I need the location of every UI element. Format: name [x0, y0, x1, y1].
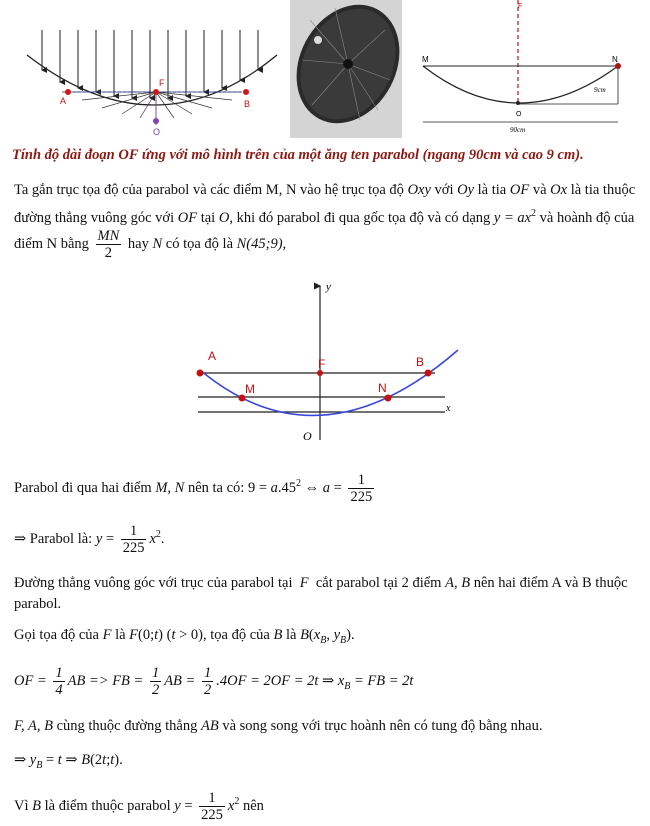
svg-text:B: B — [416, 355, 425, 369]
svg-text:y: y — [326, 281, 331, 293]
svg-text:O: O — [153, 127, 161, 137]
svg-text:N: N — [378, 381, 387, 395]
dimension-diagram — [418, 0, 638, 140]
p2-line1: Parabol đi qua hai điểm M, N nên ta có: $9 = a.45^2$ ⇔ a = $\frac{1}{225}$ — [14, 472, 373, 505]
svg-text:F: F — [318, 357, 326, 371]
p4-line2: OF = $\frac{1}{4}$ AB => FB = $\frac{1}{2}$ AB = $\frac{1}{2}$ .4OF = 2OF = 2t ⇒ $x_B$ = FB = 2t — [14, 665, 414, 698]
svg-text:M: M — [422, 55, 429, 64]
p1-line1: Ta gắn trục tọa độ của parabol và các điểm M, N vào hệ trục tọa độ Oxy với Oy là tia OF và Ox là tia thuộc — [14, 182, 636, 198]
p1-line2: đường thẳng vuông góc với OF tại O, khi đó parabol đi qua gốc tọa độ và có dạng $y = ax^2$ và hoành độ của — [14, 208, 635, 226]
svg-text:9cm: 9cm — [594, 86, 606, 94]
p1-line3: điểm N bằng $\frac{MN}{2}$ hay N có tọa độ là N(45;9), — [14, 228, 287, 261]
p4-line1: Gọi tọa độ của F là F(0;t) (t > 0), tọa độ của B là $B(x_B$, $y_B$). — [14, 627, 355, 646]
p4-line4: ⇒ $y_B = t$ ⇒ B(2t;t). — [14, 752, 123, 771]
svg-text:N: N — [612, 55, 618, 64]
svg-text:B: B — [244, 99, 251, 109]
svg-text:O: O — [516, 111, 522, 118]
svg-text:90cm: 90cm — [510, 126, 526, 134]
p3-line2: parabol. — [14, 596, 62, 612]
p3-line1: Đường thẳng vuông góc với trục của parabol tại F cắt parabol tại 2 điểm A, B nên hai điểm A và B thuộc — [14, 575, 628, 591]
svg-text:F: F — [159, 78, 165, 88]
satellite-dish-photo — [290, 0, 402, 138]
svg-text:A: A — [208, 349, 217, 363]
p4-line3: F, A, B cùng thuộc đường thẳng AB và song song với trục hoành nên có tung độ bằng nhau. — [14, 718, 543, 734]
svg-text:A: A — [60, 96, 67, 106]
svg-text:M: M — [245, 382, 255, 396]
reflector-diagram — [22, 0, 282, 140]
p2-line2: ⇒ Parabol là: y = $\frac{1}{225}$ $x^2$. — [14, 523, 165, 556]
svg-text:O: O — [303, 429, 312, 443]
svg-text:F: F — [518, 3, 523, 10]
problem-title: Tính độ dài đoạn OF ứng với mô hình trên của một ăng ten parabol (ngang 90cm và cao 9 cm). — [12, 147, 584, 163]
p4-line5: Vì B là điểm thuộc parabol y = $\frac{1}{225}$ $x^2$ nên — [14, 790, 264, 823]
svg-text:x: x — [446, 403, 451, 414]
coordinate-diagram — [190, 280, 460, 445]
